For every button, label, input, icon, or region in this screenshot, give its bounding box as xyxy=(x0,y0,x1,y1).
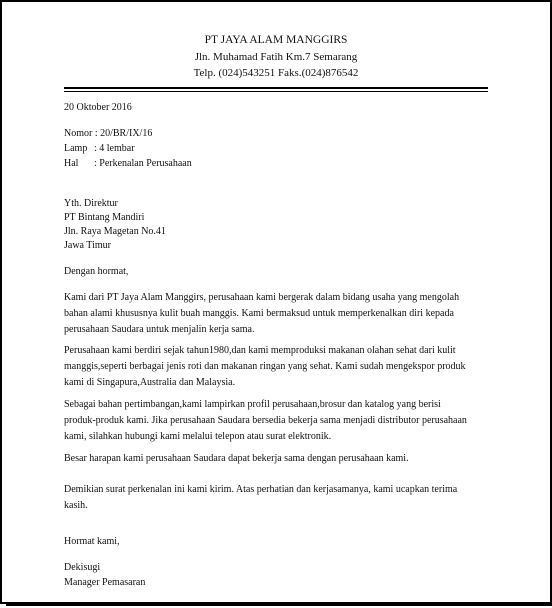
letter-date: 20 Oktober 2016 xyxy=(64,102,132,113)
paragraph-5 xyxy=(64,482,488,514)
letter-subject xyxy=(64,158,192,169)
paragraph-line: produk-produk kami. Jika perusahaan Saudara bersedia bekerja sama menjadi distributor perusahaan xyxy=(64,415,467,426)
company-name: PT JAYA ALAM MANGGIRS xyxy=(204,34,348,46)
paragraph-line: kami, silahkan hubungi kami melalui telepon atau surat elektronik. xyxy=(64,431,332,442)
paragraph-line: Sebagai bahan pertimbangan,kami lampirkan profil perusahaan,brosur dan katalog yang berisi xyxy=(64,399,441,410)
subject-key: Hal xyxy=(64,158,79,169)
recipient-line-2: PT Bintang Mandiri xyxy=(64,212,145,223)
paragraph-line: bahan alami khususnya kulit buah manggis. Kami bermaksud untuk memperkenalkan diri kepada xyxy=(64,308,454,319)
paragraph-line: Perusahaan kami berdiri sejak tahun1980,dan kami memproduksi makanan olahan sehat dari kulit xyxy=(64,345,456,356)
letterhead-rule-thin xyxy=(64,91,488,92)
paragraph-line: Demikian surat perkenalan ini kami kirim. Atas perhatian dan kerjasamanya, kami ucapkan terima xyxy=(64,484,458,495)
paragraph-line: kasih. xyxy=(64,500,88,511)
paragraph-line: perusahaan Saudara untuk menjalin kerja sama. xyxy=(64,324,255,335)
recipient-line-1: Yth. Direktur xyxy=(64,198,118,209)
paragraph-line: Kami dari PT Jaya Alam Manggirs, perusahaan kami bergerak dalam bidang usaha yang mengolah xyxy=(64,292,460,303)
signer-title: Manager Pemasaran xyxy=(64,577,146,588)
recipient-line-4: Jawa Timur xyxy=(64,240,111,251)
company-phone: Telp. (024)543251 Faks.(024)876542 xyxy=(193,67,359,79)
paragraph-line: manggis,seperti berbagai jenis roti dan makanan ringan yang sehat. Kami sudah mengekspor produk xyxy=(64,361,466,372)
salutation: Dengan hormat, xyxy=(64,266,129,277)
letter-number: Nomor : 20/BR/IX/16 xyxy=(64,128,153,139)
paragraph-line: kami di Singapura,Australia dan Malaysia. xyxy=(64,377,236,388)
signer-name: Dekisugi xyxy=(64,562,101,573)
company-address: Jln. Muhamad Fatih Km.7 Semarang xyxy=(194,51,358,63)
attachment-key: Lamp xyxy=(64,143,88,154)
attachment-value: : 4 lembar xyxy=(94,143,135,154)
recipient-line-3: Jln. Raya Magetan No.41 xyxy=(64,226,166,237)
letterhead-rule-thick xyxy=(64,87,488,89)
paragraph-line: Besar harapan kami perusahaan Saudara dapat bekerja sama dengan perusahaan kami. xyxy=(64,453,409,464)
paragraph-3 xyxy=(64,397,488,445)
paragraph-1 xyxy=(64,290,488,338)
paragraph-4 xyxy=(64,451,488,467)
closing: Hormat kami, xyxy=(64,536,120,547)
subject-value: : Perkenalan Perusahaan xyxy=(94,158,192,169)
paragraph-2 xyxy=(64,343,488,391)
letter-attachment xyxy=(64,143,135,154)
